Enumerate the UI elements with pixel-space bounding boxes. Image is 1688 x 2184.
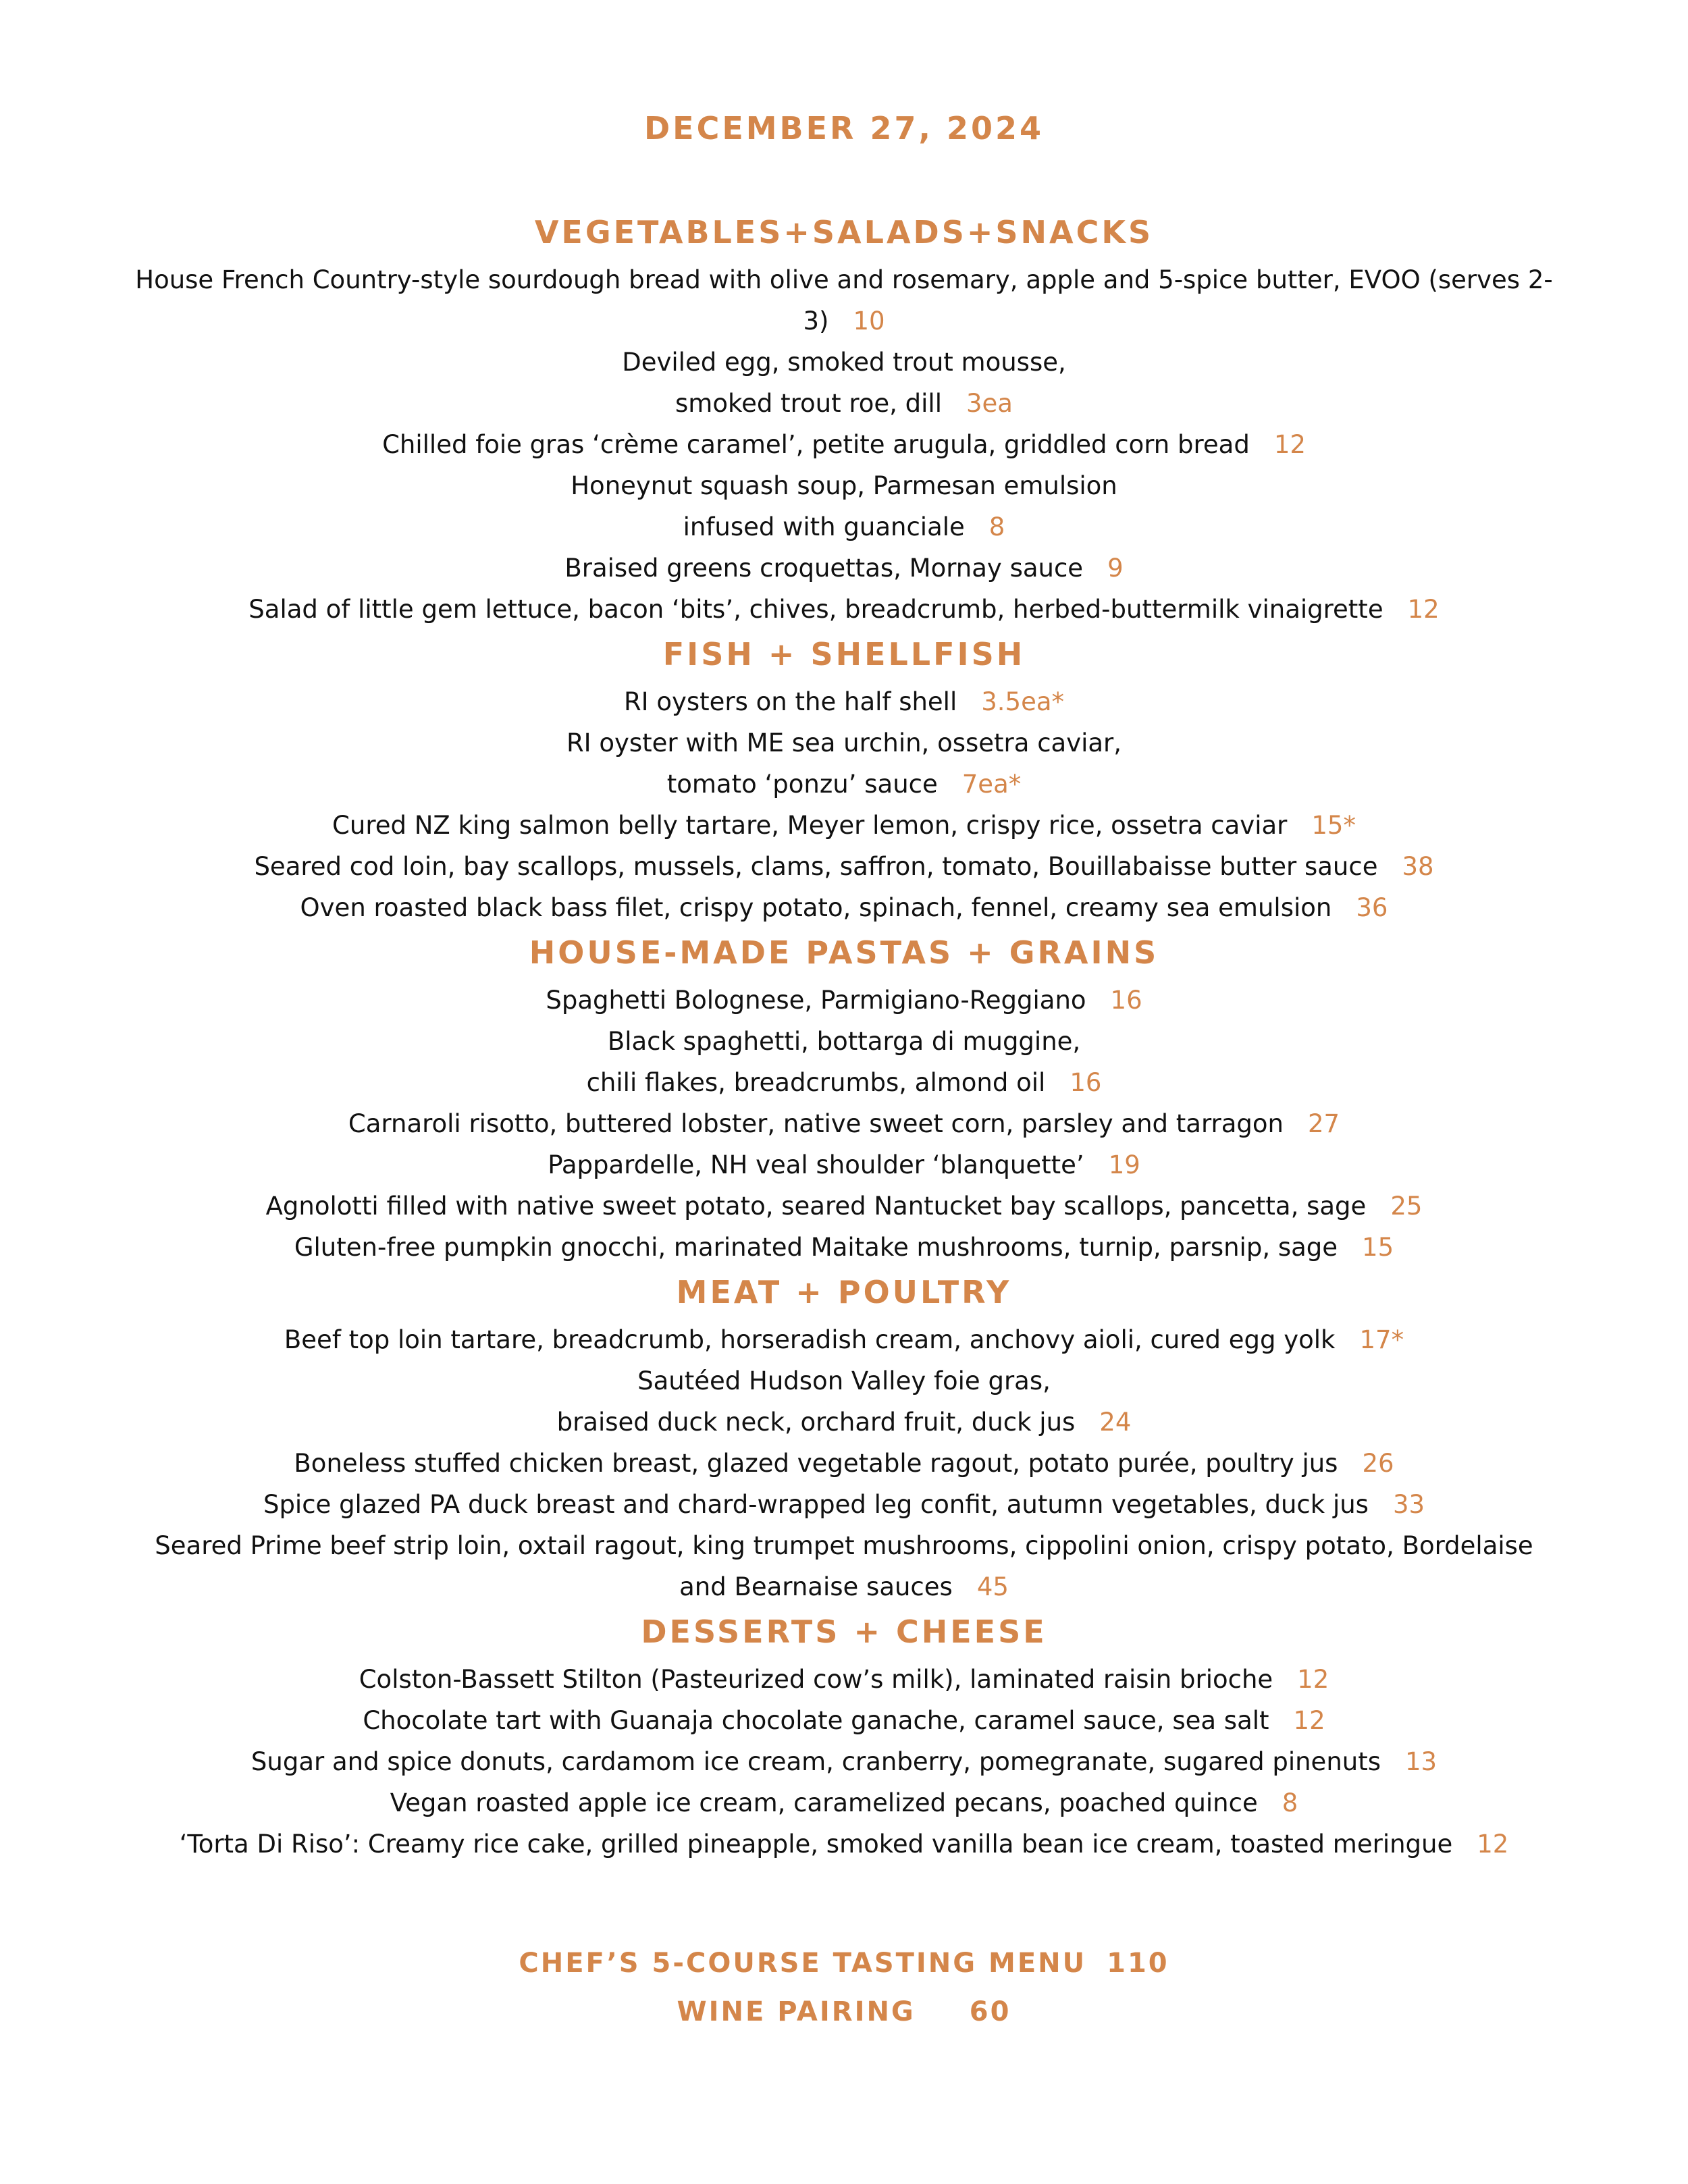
menu-item-text: infused with guanciale — [683, 512, 965, 541]
menu-item-description — [108, 589, 1580, 630]
menu-item-price: 13 — [1405, 1747, 1438, 1776]
menu-item-description — [108, 1021, 1580, 1062]
section-title: MEAT + POULTRY — [676, 1274, 1012, 1310]
tasting-menu-price: 110 — [1107, 1948, 1169, 1979]
menu-item-description — [108, 1823, 1580, 1865]
menu-item-price: 7ea* — [961, 770, 1022, 799]
menu-item — [0, 589, 1688, 630]
menu-item — [0, 1319, 1688, 1360]
menu-item — [0, 1700, 1688, 1741]
menu-item-price: 8 — [988, 512, 1005, 541]
menu-sections — [0, 209, 1688, 1865]
menu-item-text: RI oyster with ME sea urchin, ossetra caviar, — [566, 728, 1122, 757]
menu-item-list — [0, 1319, 1688, 1607]
menu-item-description — [108, 383, 1580, 424]
menu-item-text: Honeynut squash soup, Parmesan emulsion — [571, 471, 1117, 500]
menu-item-text: Beef top loin tartare, breadcrumb, horseradish cream, anchovy aioli, cured egg yolk — [284, 1325, 1336, 1354]
menu-item-price: 19 — [1108, 1150, 1140, 1179]
menu-item-text: Salad of little gem lettuce, bacon ‘bits’, chives, breadcrumb, herbed-buttermilk vinaigrette — [248, 595, 1383, 624]
menu-item-text: Spice glazed PA duck breast and chard-wrapped leg confit, autumn vegetables, duck jus — [263, 1490, 1369, 1519]
menu-item — [0, 1360, 1688, 1443]
menu-item-description — [108, 1360, 1580, 1402]
menu-item-text: Braised greens croquettas, Mornay sauce — [564, 554, 1084, 583]
section-title: DESSERTS + CHEESE — [641, 1614, 1047, 1650]
tasting-menu-line — [0, 1939, 1688, 1988]
menu-item-text: Vegan roasted apple ice cream, caramelized pecans, poached quince — [390, 1788, 1258, 1817]
menu-item-description — [108, 1659, 1580, 1700]
menu-item-description — [108, 980, 1580, 1021]
menu-item-description — [108, 805, 1580, 846]
menu-item — [0, 681, 1688, 722]
menu-section — [0, 631, 1688, 928]
section-title: HOUSE-MADE PASTAS + GRAINS — [529, 934, 1159, 971]
menu-item-price: 8 — [1282, 1788, 1298, 1817]
menu-item-description — [108, 1402, 1580, 1443]
menu-item-description — [108, 722, 1580, 764]
menu-item-list — [0, 259, 1688, 630]
menu-item-price: 12 — [1297, 1665, 1329, 1694]
menu-item-text: tomato ‘ponzu’ sauce — [666, 770, 938, 799]
menu-item-description — [108, 764, 1580, 805]
menu-item-price: 17* — [1359, 1325, 1404, 1354]
menu-section — [0, 1269, 1688, 1607]
menu-item-price: 15 — [1362, 1233, 1394, 1262]
menu-item-price: 25 — [1390, 1192, 1423, 1221]
menu-item-text: Oven roasted black bass filet, crispy potato, spinach, fennel, creamy sea emulsion — [300, 893, 1332, 922]
menu-item-price: 12 — [1273, 430, 1306, 459]
menu-item — [0, 465, 1688, 548]
menu-item — [0, 805, 1688, 846]
menu-item-description — [108, 1443, 1580, 1484]
menu-item-description — [108, 1782, 1580, 1823]
menu-item-description — [108, 424, 1580, 465]
menu-item-price: 3ea — [966, 389, 1013, 418]
menu-item — [0, 1659, 1688, 1700]
menu-footer — [0, 1939, 1688, 2036]
menu-section — [0, 930, 1688, 1268]
wine-pairing-line — [0, 1988, 1688, 2036]
menu-item-text: Carnaroli risotto, buttered lobster, native sweet corn, parsley and tarragon — [348, 1109, 1284, 1138]
section-title: VEGETABLES+SALADS+SNACKS — [534, 214, 1154, 250]
menu-item-text: smoked trout roe, dill — [675, 389, 942, 418]
section-title: FISH + SHELLFISH — [662, 636, 1026, 672]
menu-item — [0, 1443, 1688, 1484]
menu-item-price: 16 — [1110, 986, 1142, 1015]
menu-item — [0, 1144, 1688, 1186]
menu-item-price: 45 — [976, 1572, 1009, 1601]
menu-item — [0, 259, 1688, 342]
menu-item-text: Sugar and spice donuts, cardamom ice cream, cranberry, pomegranate, sugared pinenuts — [250, 1747, 1381, 1776]
menu-item-text: Cured NZ king salmon belly tartare, Meyer lemon, crispy rice, ossetra caviar — [332, 811, 1288, 840]
menu-item-text: braised duck neck, orchard fruit, duck jus — [556, 1408, 1076, 1437]
menu-item-price: 15* — [1311, 811, 1356, 840]
menu-item — [0, 1525, 1688, 1607]
menu-item-price: 3.5ea* — [981, 687, 1065, 716]
menu-item — [0, 1227, 1688, 1268]
menu-item-text: Seared Prime beef strip loin, oxtail ragout, king trumpet mushrooms, cippolini onion, crispy potato, Bordelaise — [155, 1531, 1533, 1560]
menu-item-description — [108, 1700, 1580, 1741]
menu-item — [0, 722, 1688, 805]
menu-item — [0, 1782, 1688, 1823]
menu-item-text: and Bearnaise sauces — [679, 1572, 953, 1601]
menu-item-description — [108, 1525, 1580, 1566]
menu-item — [0, 1103, 1688, 1144]
menu-item-price: 10 — [853, 307, 885, 336]
menu-item-price: 12 — [1477, 1830, 1509, 1859]
menu-item-text: Deviled egg, smoked trout mousse, — [622, 348, 1066, 377]
menu-item-description — [108, 1484, 1580, 1525]
menu-item — [0, 1021, 1688, 1103]
menu-item-description — [108, 846, 1580, 887]
menu-item-text: ‘Torta Di Riso’: Creamy rice cake, grilled pineapple, smoked vanilla bean ice cream, toasted meringue — [179, 1830, 1453, 1859]
menu-date: DECEMBER 27, 2024 — [643, 110, 1044, 147]
menu-item — [0, 1823, 1688, 1865]
menu-item — [0, 548, 1688, 589]
menu-item-text: Chocolate tart with Guanaja chocolate ganache, caramel sauce, sea salt — [363, 1706, 1269, 1735]
menu-item-text: Gluten-free pumpkin gnocchi, marinated Maitake mushrooms, turnip, parsnip, sage — [294, 1233, 1338, 1262]
menu-item-description — [108, 506, 1580, 548]
menu-item-text: Sautéed Hudson Valley foie gras, — [637, 1366, 1051, 1395]
menu-item — [0, 980, 1688, 1021]
menu-item-description — [108, 1062, 1580, 1103]
menu-section — [0, 1609, 1688, 1865]
menu-item-text: Agnolotti filled with native sweet potato, seared Nantucket bay scallops, pancetta, sage — [265, 1192, 1367, 1221]
wine-pairing-label: WINE PAIRING — [677, 1996, 916, 2027]
tasting-menu-label: CHEF’S 5-COURSE TASTING MENU — [519, 1948, 1087, 1979]
menu-item-description — [108, 1741, 1580, 1782]
menu-item-price: 12 — [1407, 595, 1440, 624]
menu-item-price: 26 — [1362, 1449, 1394, 1478]
menu-item-price: 24 — [1099, 1408, 1132, 1437]
menu-item-description — [108, 259, 1580, 342]
menu-item — [0, 887, 1688, 928]
wine-pairing-price: 60 — [969, 1996, 1011, 2027]
menu-item — [0, 846, 1688, 887]
menu-item-description — [108, 1186, 1580, 1227]
menu-item-text: Chilled foie gras ‘crème caramel’, petite arugula, griddled corn bread — [382, 430, 1250, 459]
menu-item-text: Seared cod loin, bay scallops, mussels, clams, saffron, tomato, Bouillabaisse butter sauce — [254, 852, 1378, 881]
menu-item — [0, 424, 1688, 465]
menu-item-description — [108, 1103, 1580, 1144]
menu-item-text: Boneless stuffed chicken breast, glazed vegetable ragout, potato purée, poultry jus — [294, 1449, 1338, 1478]
menu-item-text: Pappardelle, NH veal shoulder ‘blanquette’ — [548, 1150, 1084, 1179]
menu-item-text: Black spaghetti, bottarga di muggine, — [607, 1027, 1081, 1056]
menu-item-description — [108, 465, 1580, 506]
menu-item-price: 27 — [1307, 1109, 1340, 1138]
menu-item-price: 16 — [1070, 1068, 1102, 1097]
menu-item — [0, 1484, 1688, 1525]
menu-item-text: House French Country-style sourdough bread with olive and rosemary, apple and 5-spice butter, EVOO (serves 2-3) — [135, 265, 1553, 336]
menu-item-description — [108, 1227, 1580, 1268]
menu-item-list — [0, 681, 1688, 928]
menu-item-price: 36 — [1356, 893, 1388, 922]
menu-item-description — [108, 548, 1580, 589]
menu-item-text: Colston-Bassett Stilton (Pasteurized cow’s milk), laminated raisin brioche — [359, 1665, 1273, 1694]
menu-item-price: 9 — [1107, 554, 1124, 583]
menu-item-text: RI oysters on the half shell — [623, 687, 957, 716]
menu-item-description — [108, 342, 1580, 383]
menu-item-price: 33 — [1392, 1490, 1425, 1519]
menu-item-description — [108, 1144, 1580, 1186]
menu-section — [0, 209, 1688, 630]
menu-item — [0, 1186, 1688, 1227]
menu-item-text: chili flakes, breadcrumbs, almond oil — [586, 1068, 1046, 1097]
menu-item-description — [108, 681, 1580, 722]
menu-item-price: 12 — [1293, 1706, 1325, 1735]
menu-item-text: Spaghetti Bolognese, Parmigiano-Reggiano — [546, 986, 1086, 1015]
menu-item-list — [0, 1659, 1688, 1865]
menu-item-price: 38 — [1402, 852, 1434, 881]
menu-item-description — [108, 1319, 1580, 1360]
menu-item — [0, 342, 1688, 424]
menu-item — [0, 1741, 1688, 1782]
menu-item-description — [108, 887, 1580, 928]
menu-item-list — [0, 980, 1688, 1268]
menu-item-description — [108, 1566, 1580, 1607]
